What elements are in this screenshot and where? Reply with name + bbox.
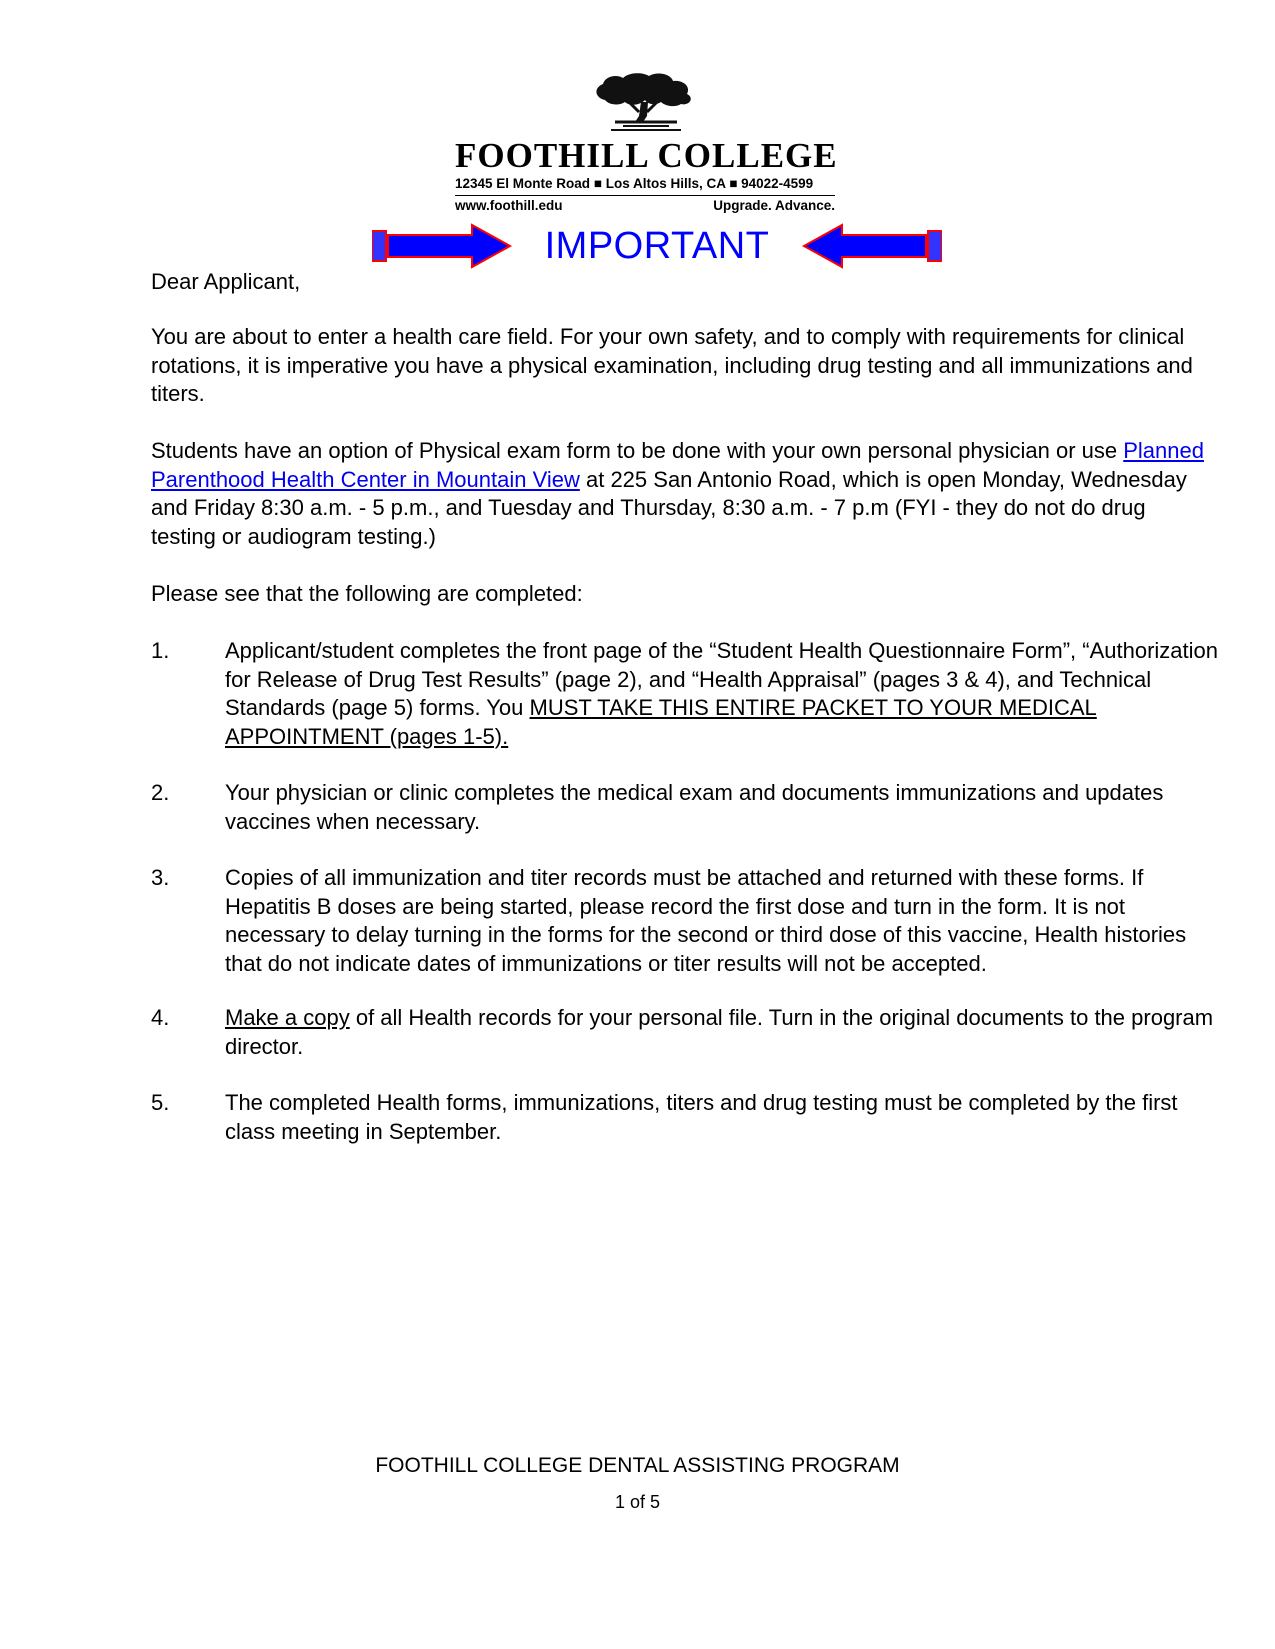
planned-parenthood-link[interactable]: Planned Parenthood Health Center in Mountain View bbox=[151, 438, 1204, 492]
emphasis-underlined: Make a copy bbox=[225, 1005, 350, 1030]
list-number: 4. bbox=[151, 1005, 170, 1030]
list-number: 3. bbox=[151, 865, 170, 890]
list-item-text bbox=[225, 1004, 1225, 1061]
list-item-text: Your physician or clinic completes the medical exam and documents immunizations and updates vaccines when necessary. bbox=[225, 780, 1164, 834]
logo-divider bbox=[455, 195, 835, 196]
option-text-start: Students have an option of Physical exam form to be done with your own personal physician or use bbox=[151, 438, 1124, 463]
list-number: 5. bbox=[151, 1090, 170, 1115]
arrow-right-icon bbox=[372, 223, 524, 269]
important-label: IMPORTANT bbox=[544, 225, 770, 267]
arrow-left-icon bbox=[790, 223, 942, 269]
option-paragraph bbox=[151, 437, 1211, 551]
checklist-intro: Please see that the following are completed: bbox=[151, 581, 583, 606]
list-item-text bbox=[225, 637, 1225, 751]
oak-tree-logo-icon bbox=[585, 72, 705, 134]
footer-program-name: FOOTHILL COLLEGE DENTAL ASSISTING PROGRAM bbox=[375, 1454, 900, 1477]
salutation: Dear Applicant, bbox=[151, 269, 301, 294]
option-text-end: at 225 San Antonio Road, which is open Monday, Wednesday and Friday 8:30 a.m. - 5 p.m., and Tuesday and Thursday, 8:30 a.m. - 7 p.m (FYI - they do not do drug testing or audiogram testing.) bbox=[151, 466, 1187, 549]
important-banner bbox=[372, 223, 942, 269]
page-number: 1 of 5 bbox=[614, 1492, 661, 1512]
college-website: www.foothill.edu bbox=[455, 198, 563, 213]
intro-paragraph: You are about to enter a health care field. For your own safety, and to comply with requirements for clinical rotations, it is imperative you have a physical examination, including drug testing and all immunizations and titers. bbox=[151, 324, 1193, 406]
list-item-text-end: of all Health records for your personal file. Turn in the original documents to the program director. bbox=[225, 1005, 1214, 1059]
list-item-text: Copies of all immunization and titer records must be attached and returned with these forms. If Hepatitis B doses are being started, please record the first dose and turn in the form. It is not necessary to delay turning in the forms for the second or third dose of this vaccine, Health histories that do not indicate dates of immunizations or titer results will not be accepted. bbox=[225, 865, 1187, 976]
emphasis-underlined: MUST TAKE THIS ENTIRE PACKET TO YOUR MEDICAL APPOINTMENT (pages 1-5). bbox=[225, 695, 1097, 749]
list-item-text: The completed Health forms, immunizations, titers and drug testing must be completed by the first class meeting in September. bbox=[225, 1090, 1178, 1144]
list-number: 1. bbox=[151, 638, 170, 663]
list-item-text-start: Applicant/student completes the front page of the “Student Health Questionnaire Form”, “Authorization for Release of Drug Test Results” (page 2), and “Health Appraisal” (pages 3 & 4), and Technical Standards (page 5) forms. You bbox=[225, 638, 1218, 720]
college-tagline: Upgrade. Advance. bbox=[713, 198, 835, 213]
college-address: 12345 El Monte Road ■ Los Altos Hills, CA ■ 94022-4599 bbox=[455, 176, 814, 191]
list-number: 2. bbox=[151, 780, 170, 805]
college-name: FOOTHILL COLLEGE bbox=[455, 136, 838, 175]
